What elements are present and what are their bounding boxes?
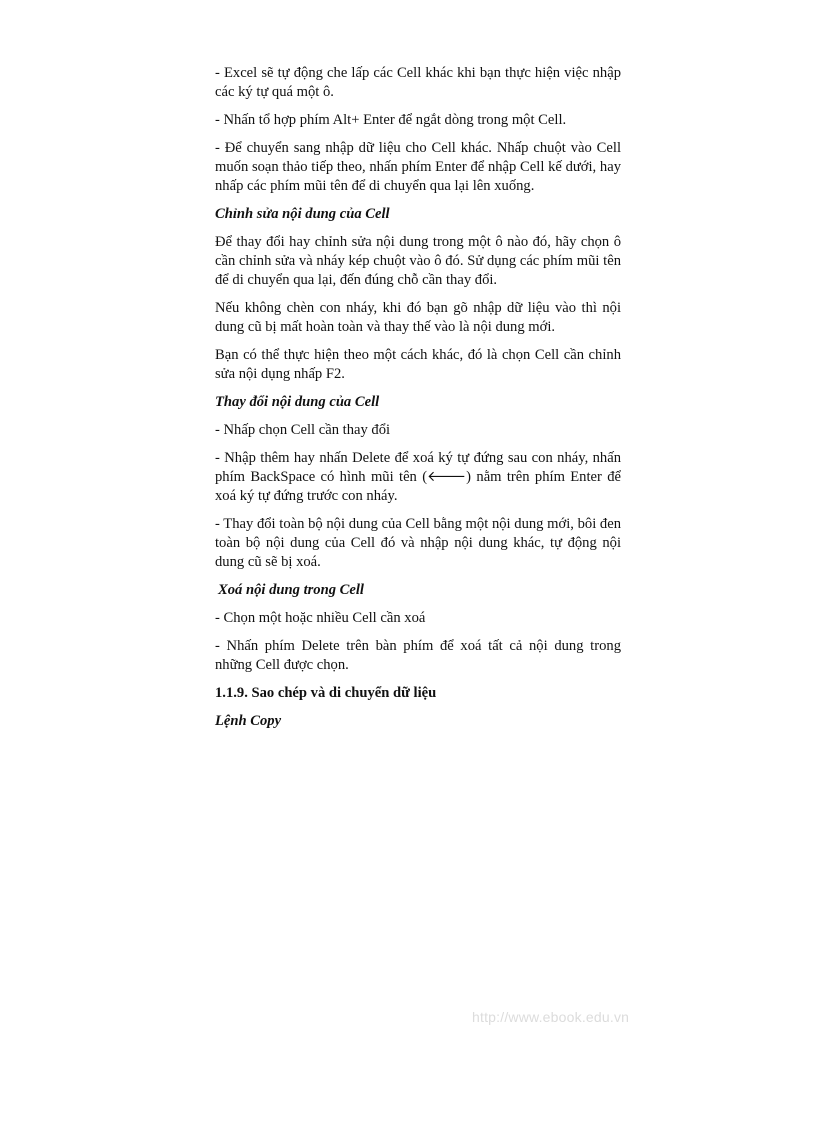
watermark-url: http://www.ebook.edu.vn xyxy=(472,1009,630,1025)
paragraph-f2: Bạn có thể thực hiện theo một cách khác, đó là chọn Cell cần chỉnh sửa nội dụng nhấp F2. xyxy=(215,347,621,382)
paragraph-delete-key: - Nhấn phím Delete trên bàn phím để xoá tất cả nội dung trong những Cell được chọn. xyxy=(215,638,621,673)
section-heading-copy-move: 1.1.9. Sao chép và di chuyển dữ liệu xyxy=(215,685,437,701)
paragraph-alt-enter: - Nhấn tổ hợp phím Alt+ Enter để ngắt dòng trong một Cell. xyxy=(215,112,567,128)
paragraph-move-cell: - Để chuyển sang nhập dữ liệu cho Cell khác. Nhấp chuột vào Cell muốn soạn thảo tiếp theo, nhấn phím Enter để nhập Cell kế dưới, hay nhấp các phím mũi tên để di chuyển qua lại lên xuống. xyxy=(215,140,621,194)
heading-copy-command: Lệnh Copy xyxy=(215,713,282,729)
heading-delete-content: Xoá nội dung trong Cell xyxy=(218,582,364,598)
paragraph-no-cursor: Nếu không chèn con nháy, khi đó bạn gõ nhập dữ liệu vào thì nội dung cũ bị mất hoàn toàn và thay thế vào là nội dung mới. xyxy=(215,300,621,335)
paragraph-edit-cell: Để thay đổi hay chỉnh sửa nội dung trong một ô nào đó, hãy chọn ô cần chỉnh sửa và nháy kép chuột vào ô đó. Sử dụng các phím mũi tên để di chuyển qua lại, đến đúng chỗ cần thay đổi. xyxy=(215,234,621,288)
paragraph-select-cell: - Nhấp chọn Cell cần thay đổi xyxy=(215,422,391,438)
heading-edit-cell: Chỉnh sửa nội dung của Cell xyxy=(215,206,390,222)
paragraph-delete-backspace: - Nhập thêm hay nhấn Delete để xoá ký tự đứng sau con nháy, nhấn phím BackSpace có hình mũi tên (🡐) nằm trên phím Enter để xoá ký tự đứng trước con nháy. xyxy=(215,450,621,504)
paragraph-replace-content: - Thay đổi toàn bộ nội dung của Cell bằng một nội dung mới, bôi đen toàn bộ nội dung của Cell đó và nhập nội dung khác, tự động nội dung cũ sẽ bị xoá. xyxy=(215,516,621,570)
heading-change-content: Thay đổi nội dung của Cell xyxy=(215,394,380,410)
paragraph-excel-overflow: - Excel sẽ tự động che lấp các Cell khác khi bạn thực hiện việc nhập các ký tự quá một ô. xyxy=(215,65,621,100)
paragraph-select-cells: - Chọn một hoặc nhiều Cell cần xoá xyxy=(215,610,426,626)
document-page xyxy=(215,64,621,740)
